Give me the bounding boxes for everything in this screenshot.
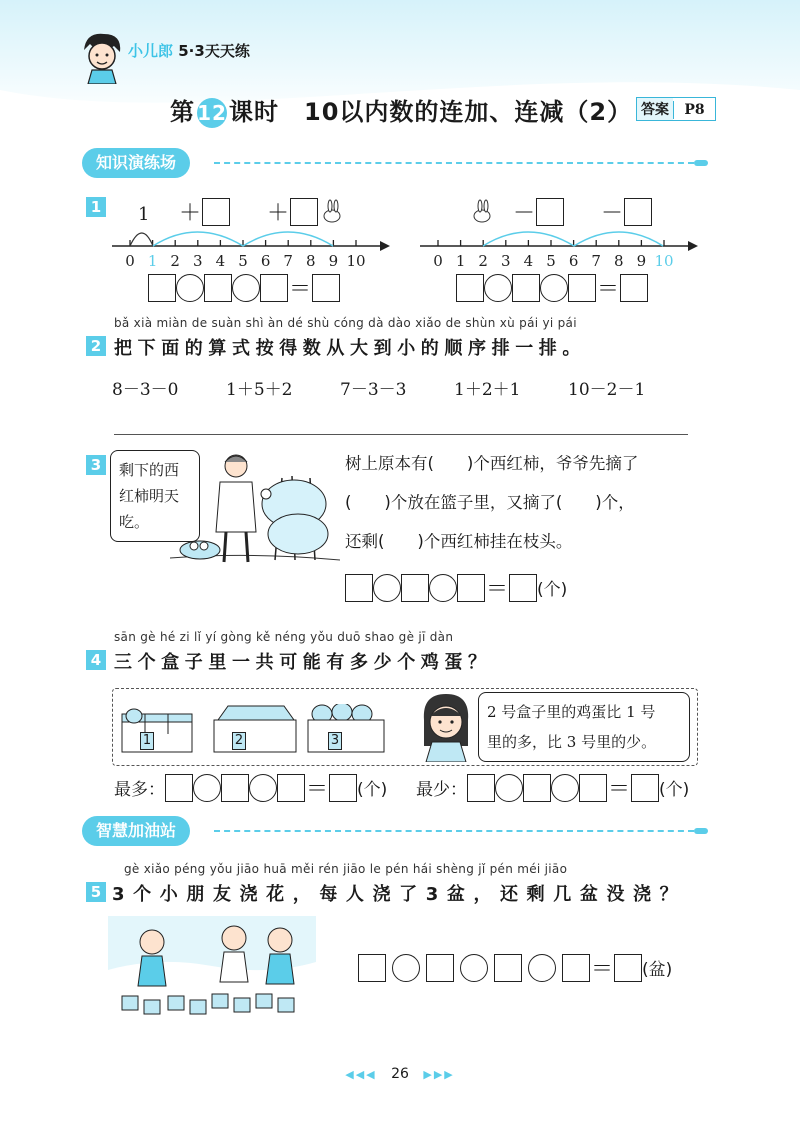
- answer-box[interactable]: [221, 774, 249, 802]
- q2-pinyin: bǎ xià miàn de suàn shì àn dé shù cóng dà dào xiǎo de shùn xù pái yi pái: [114, 316, 577, 330]
- q1-left-op1-sign: ＋: [179, 201, 202, 226]
- egg-box-1-label: 1: [140, 732, 154, 750]
- q4-question: 三个盒子里一共可能有多少个鸡蛋？: [114, 652, 492, 673]
- q1-left-jump-1: [130, 233, 153, 246]
- q1-right-tick-label: 10: [654, 252, 674, 270]
- q1-left-op2-sign: ＋: [267, 201, 290, 226]
- q4-bubble-line-1: 2 号盒子里的鸡蛋比 1 号: [487, 703, 656, 721]
- q1-right-tick-label: 7: [591, 252, 601, 270]
- q5-number: 5: [86, 882, 106, 902]
- answer-box[interactable]: [204, 274, 232, 302]
- answer-box[interactable]: [401, 574, 429, 602]
- unit-label: (个): [537, 580, 568, 600]
- q1-right-tick-label: 1: [455, 252, 466, 270]
- q1-left-tick-label: 10: [346, 252, 366, 270]
- grandpa-tomato-illustration: [170, 448, 340, 574]
- operator-circle[interactable]: [429, 574, 457, 602]
- operator-circle[interactable]: [551, 774, 579, 802]
- q3-number: 3: [86, 455, 106, 475]
- q4-least-equation: [416, 772, 689, 803]
- q3-bubble-line-3: 吃。: [119, 513, 150, 531]
- footer-right-arrows: ▶▶▶: [423, 1068, 455, 1081]
- answer-box[interactable]: [260, 274, 288, 302]
- result-box[interactable]: [620, 274, 648, 302]
- brand-series: 5·3天天练: [178, 42, 250, 60]
- lesson-number: 12: [197, 98, 227, 128]
- page-number: 26: [391, 1066, 409, 1082]
- q1-right-tick-label: 5: [546, 252, 556, 270]
- q1-right-tick-label: 2: [478, 252, 488, 270]
- least-label: 最少：: [416, 780, 467, 800]
- egg-boxes-illustration: [118, 704, 398, 758]
- title-pre: 第: [170, 98, 195, 126]
- answer-box[interactable]: [426, 954, 454, 982]
- q1-right-tick-label: 9: [636, 252, 647, 270]
- q4-bubble-line-2: 里的多，比 3 号里的少。: [487, 733, 657, 751]
- answer-box[interactable]: [358, 954, 386, 982]
- page-footer: [0, 1066, 800, 1082]
- q1-left-tick-label: 8: [306, 252, 316, 270]
- answer-box[interactable]: [562, 954, 590, 982]
- section-practice-end: [694, 160, 708, 166]
- section-practice-line: [214, 162, 694, 164]
- q4-speech-bubble: [478, 692, 690, 762]
- q2-expr-4: 1＋2＋1: [454, 380, 521, 400]
- page-title: [170, 92, 632, 128]
- q1-left-op2: [266, 196, 318, 227]
- q5-question: 3个小朋友浇花，每人浇了3盆，还剩几盆没浇？: [112, 884, 687, 905]
- operator-circle[interactable]: [540, 274, 568, 302]
- egg-box-3-label: 3: [328, 732, 342, 750]
- q2-expr-2: 1＋5＋2: [226, 380, 293, 400]
- answer-box[interactable]: [165, 774, 193, 802]
- brand: [128, 40, 250, 61]
- boy-mascot-icon: [78, 28, 126, 84]
- q2-expr-1: 8－3－0: [112, 380, 179, 400]
- operator-circle[interactable]: [373, 574, 401, 602]
- q1-right-tick-label: 8: [614, 252, 624, 270]
- section-wisdom-title: 智慧加油站: [82, 816, 190, 846]
- q1-right-op2-sign: －: [601, 201, 624, 226]
- equals-sign: ＝: [289, 277, 312, 302]
- q1-left-tick-label: 7: [283, 252, 293, 270]
- section-wisdom-end: [694, 828, 708, 834]
- equals-sign: ＝: [591, 957, 614, 982]
- operator-circle[interactable]: [176, 274, 204, 302]
- egg-box-2-icon: [214, 706, 296, 752]
- q1-right-op1-box[interactable]: [536, 198, 564, 226]
- q4-number: 4: [86, 650, 106, 670]
- q3-story-line-1: 树上原本有( )个西红柿，爷爷先摘了: [345, 454, 639, 473]
- q1-right-tick-label: 6: [568, 252, 579, 270]
- footer-left-arrows: ◀◀◀: [345, 1068, 377, 1081]
- section-practice-title: 知识演练场: [82, 148, 190, 178]
- q1-left-tick-label: 3: [193, 252, 203, 270]
- q2-expr-3: 7－3－3: [340, 380, 407, 400]
- girl-avatar: [416, 690, 474, 762]
- q3-bubble-line-1: 剩下的西: [119, 461, 180, 479]
- equals-sign: ＝: [486, 577, 509, 602]
- rabbit-icon: [474, 200, 490, 222]
- children-watering-illustration: [108, 916, 316, 1020]
- egg-box-3-icon: [308, 704, 384, 752]
- equals-sign: ＝: [306, 777, 329, 802]
- title-post: 课时 10以内数的连加、连减（2）: [229, 98, 633, 126]
- answer-box[interactable]: [467, 774, 495, 802]
- operator-circle[interactable]: [193, 774, 221, 802]
- result-box[interactable]: [329, 774, 357, 802]
- q3-bubble-line-2: 红柿明天: [119, 487, 180, 505]
- operator-circle[interactable]: [249, 774, 277, 802]
- answer-box[interactable]: [512, 274, 540, 302]
- q1-left-tick-label: 4: [215, 252, 226, 270]
- q1-right-tick-label: 4: [523, 252, 534, 270]
- answer-key-label: 答案: [637, 98, 673, 120]
- egg-box-2-label: 2: [232, 732, 246, 750]
- q2-number: 2: [86, 336, 106, 356]
- q4-pinyin: sān gè hé zi lǐ yí gòng kě néng yǒu duō shao gè jī dàn: [114, 630, 454, 644]
- q1-number: 1: [86, 197, 106, 217]
- q2-answer-line[interactable]: [114, 434, 688, 435]
- q5-pinyin: gè xiǎo péng yǒu jiāo huā měi rén jiāo le pén hái shèng jǐ pén méi jiāo: [124, 862, 568, 876]
- unit-label: (个): [357, 780, 388, 800]
- q2-expr-5: 10－2－1: [568, 380, 646, 400]
- operator-circle[interactable]: [528, 954, 556, 982]
- q1-start-label: 1: [138, 204, 150, 225]
- operator-circle[interactable]: [232, 274, 260, 302]
- equals-sign: ＝: [597, 277, 620, 302]
- operator-circle[interactable]: [484, 274, 512, 302]
- answer-box[interactable]: [568, 274, 596, 302]
- q1-left-tick-label: 1: [147, 252, 158, 270]
- q1-right-op2-box[interactable]: [624, 198, 652, 226]
- q3-story-line-2: ( )个放在篮子里，又摘了( )个，: [345, 493, 635, 512]
- q1-right-tick-label: 0: [433, 252, 443, 270]
- q1-left-equation: [148, 272, 340, 303]
- rabbit-icon: [324, 200, 340, 222]
- q5-equation: [358, 952, 672, 983]
- operator-circle[interactable]: [392, 954, 420, 982]
- q1-left-tick-label: 0: [125, 252, 135, 270]
- q1-left-tick-label: 6: [260, 252, 271, 270]
- q1-left-tick-label: 5: [238, 252, 248, 270]
- q3-equation: [345, 572, 567, 603]
- operator-circle[interactable]: [460, 954, 488, 982]
- section-wisdom-line: [214, 830, 694, 832]
- q3-story: [345, 444, 638, 561]
- answer-box[interactable]: [345, 574, 373, 602]
- q3-story-line-3: 还剩( )个西红柿挂在枝头。: [345, 532, 573, 551]
- q1-right-equation: [456, 272, 648, 303]
- answer-box[interactable]: [494, 954, 522, 982]
- result-box[interactable]: [631, 774, 659, 802]
- q1-left-tick-label: 2: [170, 252, 180, 270]
- result-box[interactable]: [312, 274, 340, 302]
- answer-key-page: P8: [673, 101, 715, 119]
- q1-left-tick-label: 9: [328, 252, 339, 270]
- q2-question: 把下面的算式按得数从大到小的顺序排一排。: [114, 338, 586, 359]
- operator-circle[interactable]: [495, 774, 523, 802]
- answer-box[interactable]: [456, 274, 484, 302]
- unit-label: (个): [659, 780, 690, 800]
- q1-left-op1: [178, 196, 230, 227]
- answer-box[interactable]: [579, 774, 607, 802]
- answer-key-badge: [636, 97, 716, 121]
- q1-left-op1-box[interactable]: [202, 198, 230, 226]
- equals-sign: ＝: [608, 777, 631, 802]
- result-box[interactable]: [614, 954, 642, 982]
- answer-box[interactable]: [523, 774, 551, 802]
- answer-box[interactable]: [148, 274, 176, 302]
- q1-right-op2: [600, 196, 652, 227]
- q1-right-op1: [512, 196, 564, 227]
- brand-name: 小儿郎: [128, 42, 174, 60]
- result-box[interactable]: [509, 574, 537, 602]
- answer-box[interactable]: [457, 574, 485, 602]
- q1-right-op1-sign: －: [513, 201, 536, 226]
- egg-box-1-icon: [122, 709, 192, 752]
- unit-label: (盆): [642, 960, 673, 980]
- q4-most-equation: [114, 772, 387, 803]
- most-label: 最多：: [114, 780, 165, 800]
- q1-right-tick-label: 3: [501, 252, 511, 270]
- q1-left-op2-box[interactable]: [290, 198, 318, 226]
- answer-box[interactable]: [277, 774, 305, 802]
